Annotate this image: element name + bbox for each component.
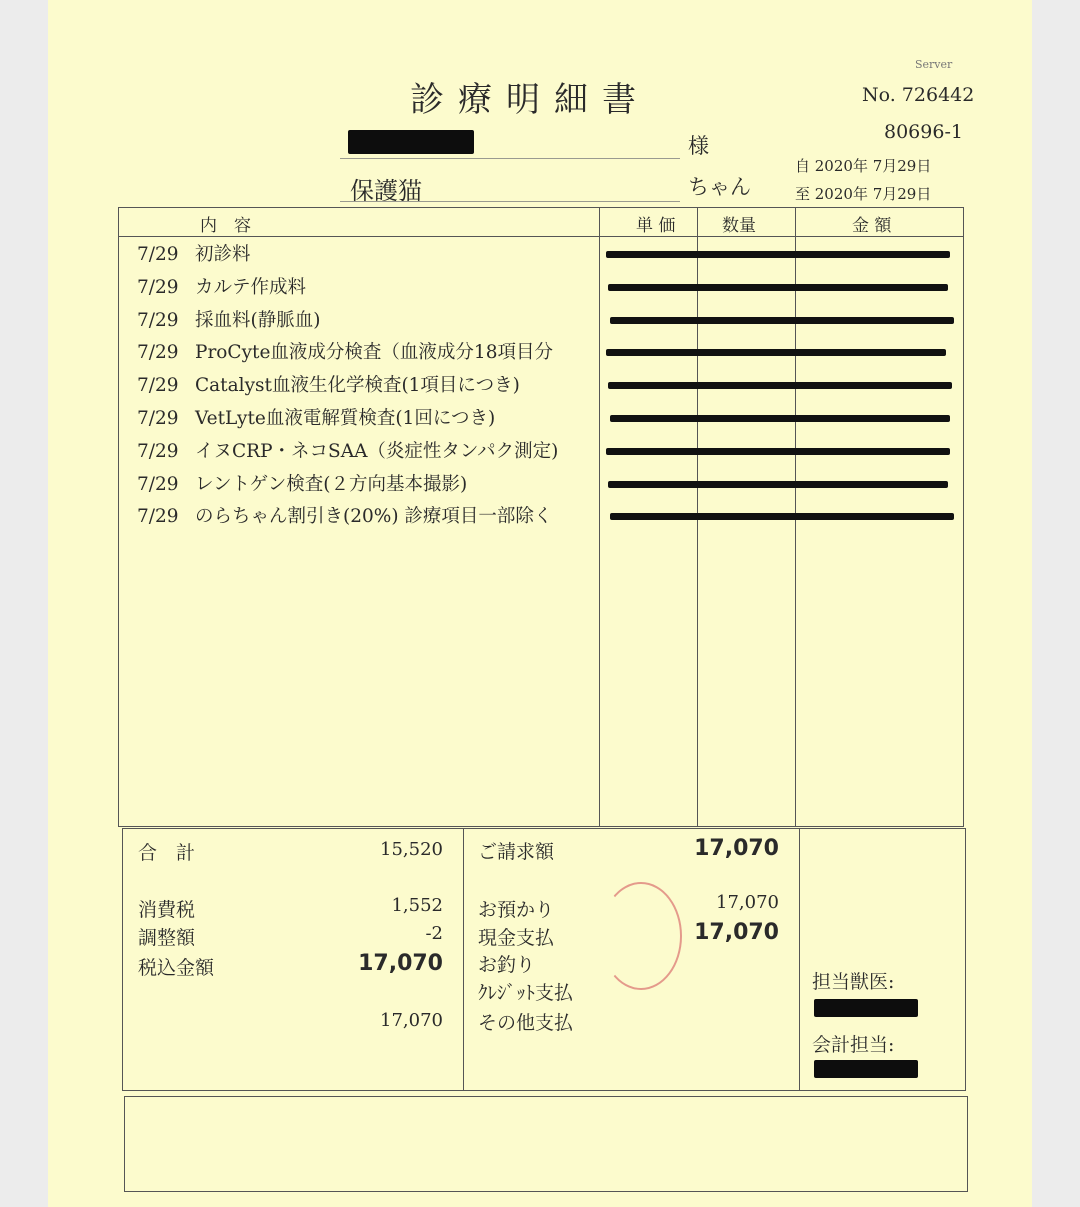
final-total-value: 17,070 <box>380 1010 443 1031</box>
row-item: Catalyst血液生化学検査(1項目につき) <box>195 375 520 396</box>
table-row <box>137 306 320 336</box>
redacted-vet-name <box>814 999 918 1017</box>
deposit-value: 17,070 <box>716 892 779 913</box>
document-number: No. 726442 <box>862 84 975 106</box>
pet-name: 保護猫 <box>350 177 422 205</box>
row-item: のらちゃん割引き(20%) 診療項目一部除く <box>195 506 553 527</box>
tax-value: 1,552 <box>391 895 443 916</box>
row-item: レントゲン検査(２方向基本撮影) <box>195 474 468 495</box>
tax-label: 消費税 <box>138 899 196 921</box>
adjustment-label: 調整額 <box>138 927 196 949</box>
cash-value: 17,070 <box>694 920 779 945</box>
date-to: 至 2020年 7月29日 <box>795 185 932 203</box>
redacted-accountant-name <box>814 1060 918 1078</box>
row-item: カルテ作成料 <box>195 277 307 298</box>
other-payment-label: その他支払 <box>478 1012 574 1034</box>
table-row <box>137 338 553 368</box>
date-from: 自 2020年 7月29日 <box>795 157 932 175</box>
tax-included-value: 17,070 <box>358 951 443 976</box>
adjustment-value: -2 <box>425 923 443 944</box>
vet-label: 担当獣医: <box>812 971 895 993</box>
row-item: 初診料 <box>195 244 251 265</box>
row-date: 7/29 <box>137 375 179 396</box>
subtotal-value: 15,520 <box>380 839 443 860</box>
staff-divider <box>799 828 800 1091</box>
table-row <box>137 371 520 401</box>
deposit-label: お預かり <box>478 899 555 921</box>
table-row <box>137 437 558 467</box>
redacted-price-line <box>608 481 948 488</box>
header-amount: 金 額 <box>852 216 892 236</box>
totals-divider <box>463 828 464 1091</box>
table-row <box>137 470 467 500</box>
owner-honorific: 様 <box>688 134 709 158</box>
table-row <box>137 404 495 434</box>
pet-honorific: ちゃん <box>688 175 751 199</box>
redacted-price-line <box>610 415 950 422</box>
redacted-price-line <box>606 349 946 356</box>
redacted-owner-name <box>348 130 474 154</box>
redacted-price-line <box>610 317 954 324</box>
tax-included-label: 税込金額 <box>138 957 215 979</box>
accounting-label: 会計担当: <box>812 1034 895 1056</box>
document-title: 診療明細書 <box>410 80 650 120</box>
redacted-price-line <box>608 284 948 291</box>
redacted-price-line <box>610 513 954 520</box>
row-item: 採血料(静脈血) <box>195 310 321 331</box>
table-row <box>137 273 306 303</box>
row-date: 7/29 <box>137 277 179 298</box>
table-row <box>137 240 251 270</box>
row-item: イヌCRP・ネコSAA（炎症性タンパク測定) <box>195 441 559 462</box>
billed-label: ご請求額 <box>478 841 555 863</box>
row-date: 7/29 <box>137 310 179 331</box>
header-content: 内 容 <box>200 216 251 236</box>
table-row <box>137 502 552 532</box>
paid-stamp <box>600 882 682 990</box>
cash-label: 現金支払 <box>478 927 555 949</box>
change-label: お釣り <box>478 954 536 976</box>
row-date: 7/29 <box>137 441 179 462</box>
billed-value: 17,070 <box>694 836 779 861</box>
row-item: VetLyte血液電解質検査(1回につき) <box>195 408 496 429</box>
row-date: 7/29 <box>137 244 179 265</box>
row-date: 7/29 <box>137 408 179 429</box>
notes-box <box>124 1096 968 1192</box>
table-header-divider <box>118 236 964 237</box>
pet-underline <box>340 201 680 202</box>
header-unit-price: 単 価 <box>636 216 676 236</box>
row-date: 7/29 <box>137 342 179 363</box>
redacted-price-line <box>606 448 950 455</box>
header-quantity: 数量 <box>722 216 756 236</box>
owner-underline <box>340 158 680 159</box>
redacted-price-line <box>608 382 952 389</box>
column-divider-price <box>599 207 600 827</box>
subtotal-label: 合 計 <box>138 842 196 864</box>
patient-number: 80696-1 <box>884 121 963 143</box>
row-item: ProCyte血液成分検査（血液成分18項目分 <box>195 342 553 363</box>
credit-label: ｸﾚｼﾞｯﾄ支払 <box>478 982 574 1004</box>
row-date: 7/29 <box>137 474 179 495</box>
server-label: Server <box>915 58 953 71</box>
redacted-price-line <box>606 251 950 258</box>
row-date: 7/29 <box>137 506 179 527</box>
